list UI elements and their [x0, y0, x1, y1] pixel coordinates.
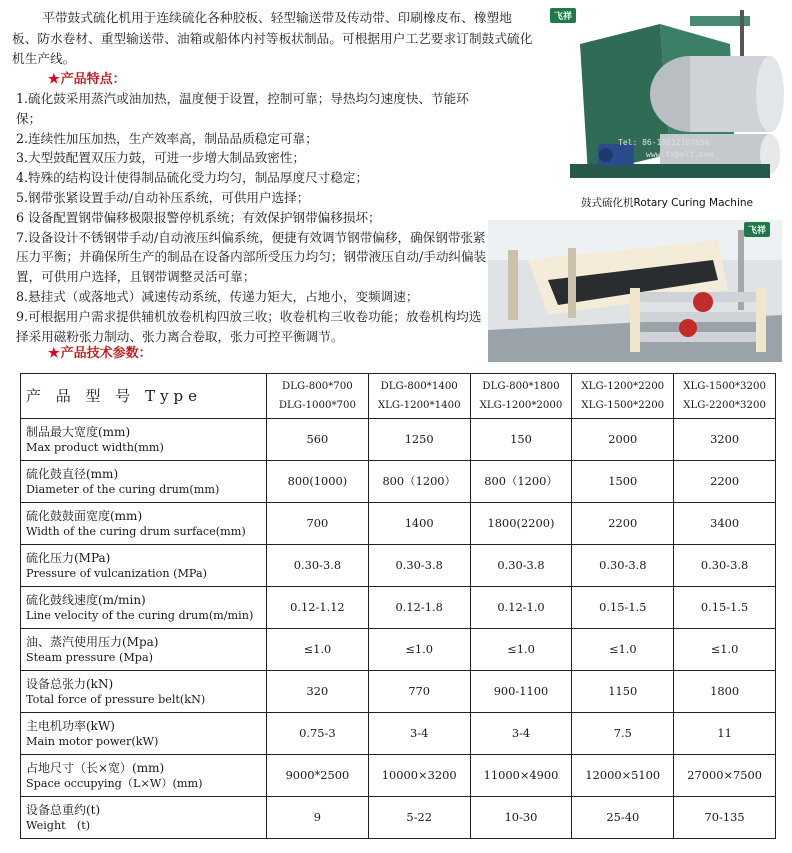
spec-label [21, 545, 267, 587]
spec-value: 0.30-3.8 [267, 545, 369, 587]
spec-row [21, 545, 776, 587]
spec-value: 3-4 [470, 713, 572, 755]
model-header-cell [470, 374, 572, 419]
feature-item: 5.钢带张紧设置手动/自动补压系统，可供用户选择； [16, 189, 310, 205]
spec-value: 10000×3200 [368, 755, 470, 797]
spec-value: 11000×4900 [470, 755, 572, 797]
spec-value: 7.5 [572, 713, 674, 755]
model-header-cell [368, 374, 470, 419]
production-line-photo [488, 220, 782, 362]
star-icon: ★ [48, 72, 60, 87]
spec-value: 560 [267, 419, 369, 461]
spec-label [21, 503, 267, 545]
company-logo: 飞祥 [744, 222, 770, 237]
spec-table [20, 373, 776, 839]
model-name: XLG-1200*2200 [581, 381, 665, 392]
spec-label [21, 587, 267, 629]
spec-value: 0.12-1.0 [470, 587, 572, 629]
production-line-illustration [488, 220, 782, 362]
intro-paragraph-block [12, 8, 536, 70]
spec-value: 9 [267, 797, 369, 839]
spec-value: 0.12-1.12 [267, 587, 369, 629]
spec-label-zh: 油、蒸汽使用压力(Mpa) [26, 634, 159, 649]
spec-label [21, 797, 267, 839]
feature-item: 6 设备配置钢带偏移极限报警停机系统；有效保护钢带偏移损坏； [16, 209, 381, 225]
spec-label-zh: 制品最大宽度(mm) [26, 424, 131, 439]
features-list [16, 89, 488, 346]
spec-label-en: Total force of pressure belt(kN) [26, 692, 206, 706]
spec-value: 900-1100 [470, 671, 572, 713]
spec-value: 2000 [572, 419, 674, 461]
spec-value: 0.30-3.8 [470, 545, 572, 587]
rotary-curing-machine-photo [540, 4, 786, 196]
spec-value: 800（1200） [368, 461, 470, 503]
spec-value: 0.30-3.8 [572, 545, 674, 587]
spec-value: 3400 [674, 503, 776, 545]
spec-value: 2200 [674, 461, 776, 503]
spec-row [21, 629, 776, 671]
spec-label-en: Max product width(mm) [26, 440, 164, 454]
spec-label-zh: 占地尺寸（长×宽）(mm) [26, 760, 165, 775]
spec-value: 800（1200） [470, 461, 572, 503]
model-name: XLG-1200*1400 [377, 400, 461, 411]
model-name: XLG-1500*2200 [581, 400, 665, 411]
spec-label-en: Line velocity of the curing drum(m/min) [26, 608, 254, 622]
spec-label-en: Pressure of vulcanization (MPa) [26, 566, 207, 580]
spec-value: 1800(2200) [470, 503, 572, 545]
spec-row [21, 419, 776, 461]
spec-label-en: Main motor power(kW) [26, 734, 159, 748]
feature-item: 2.连续性加压加热，生产效率高，制品品质稳定可靠； [16, 130, 318, 146]
spec-value: ≤1.0 [572, 629, 674, 671]
spec-value: 70-135 [674, 797, 776, 839]
feature-item: 7.设备设计不锈钢带手动/自动液压纠偏系统，便捷有效调节钢带偏移，确保钢带张紧压力平衡；并确保所生产的制品在设备内部所受压力均匀；钢带液压自动/手动纠偏装置，可供用户选择，且钢带调整灵活可靠； [16, 229, 487, 285]
spec-row [21, 797, 776, 839]
spec-label-zh: 设备总重约(t) [26, 802, 101, 817]
spec-label [21, 671, 267, 713]
spec-value: 1150 [572, 671, 674, 713]
feature-item: 9.可根据用户需求提供辅机放卷机构四放三收；收卷机构三收卷功能；放卷机构均选择采用磁粉张力制动、张力离合卷取，张力可控平衡调节。 [16, 308, 482, 344]
spec-value: 11 [674, 713, 776, 755]
spec-label-zh: 硫化压力(MPa) [26, 550, 111, 565]
intro-paragraph: 平带鼓式硫化机用于连续硫化各种胶板、轻型输送带及传动带、印刷橡皮布、橡塑地板、防水卷材、重型输送带、油箱或船体内衬等板状制品。可根据用户工艺要求订制鼓式硫化机生产线。 [12, 10, 533, 66]
spec-value: 0.15-1.5 [674, 587, 776, 629]
model-name: XLG-1200*2000 [479, 400, 563, 411]
spec-label-en: Space occupying（L×W）(mm) [26, 776, 203, 790]
spec-value: 1500 [572, 461, 674, 503]
spec-label [21, 713, 267, 755]
rotary-machine-illustration [540, 4, 786, 196]
feature-item: 3.大型鼓配置双压力鼓，可进一步增大制品致密性； [16, 150, 306, 166]
specs-heading [48, 342, 152, 361]
spec-label-zh: 设备总张力(kN) [26, 676, 114, 691]
spec-label-en: Weight (t) [26, 818, 91, 832]
spec-label-zh: 硫化鼓线速度(m/min) [26, 592, 146, 607]
company-logo: 飞祥 [550, 8, 576, 23]
watermark-tel: Tel: 86-13812107656 [618, 138, 710, 147]
spec-row [21, 755, 776, 797]
spec-row [21, 587, 776, 629]
spec-value: 0.30-3.8 [368, 545, 470, 587]
spec-label [21, 629, 267, 671]
spec-label-en: Steam pressure (Mpa) [26, 650, 153, 664]
spec-label-en: Diameter of the curing drum(mm) [26, 482, 220, 496]
spec-label-en: Width of the curing drum surface(mm) [26, 524, 246, 538]
model-header-cell [572, 374, 674, 419]
spec-value: 1400 [368, 503, 470, 545]
spec-row [21, 461, 776, 503]
model-header-cell [674, 374, 776, 419]
spec-value: 3-4 [368, 713, 470, 755]
spec-value: 150 [470, 419, 572, 461]
spec-label-zh: 主电机功率(kW) [26, 718, 115, 733]
watermark-url: www.fxbelt.com [646, 150, 714, 159]
feature-item: 8.悬挂式（或落地式）减速传动系统，传递力矩大，占地小，变频调速； [16, 288, 419, 304]
spec-value: 1250 [368, 419, 470, 461]
specs-heading-text: 产品技术参数： [60, 346, 152, 361]
spec-value: 25-40 [572, 797, 674, 839]
spec-label [21, 419, 267, 461]
star-icon: ★ [48, 346, 60, 361]
model-header-cell [267, 374, 369, 419]
model-name: XLG-2200*3200 [683, 400, 766, 411]
model-name: DLG-800*1400 [380, 381, 458, 392]
spec-value: 770 [368, 671, 470, 713]
spec-value: 1800 [674, 671, 776, 713]
rotary-photo-caption: 鼓式硫化机Rotary Curing Machine [581, 197, 753, 209]
spec-header-title: 产 品 型 号 Type [21, 374, 267, 419]
spec-value: 10-30 [470, 797, 572, 839]
model-name: DLG-800*700 [282, 381, 353, 392]
spec-label-zh: 硫化鼓直径(mm) [26, 466, 119, 481]
spec-value: ≤1.0 [368, 629, 470, 671]
spec-value: 27000×7500 [674, 755, 776, 797]
model-name: DLG-1000*700 [278, 400, 356, 411]
model-name: XLG-1500*3200 [683, 381, 766, 392]
spec-row [21, 671, 776, 713]
spec-value: 0.15-1.5 [572, 587, 674, 629]
spec-header-row [21, 374, 776, 419]
spec-row [21, 503, 776, 545]
spec-value: 700 [267, 503, 369, 545]
spec-label [21, 755, 267, 797]
spec-value: 3200 [674, 419, 776, 461]
spec-value: ≤1.0 [267, 629, 369, 671]
spec-value: 320 [267, 671, 369, 713]
spec-value: 9000*2500 [267, 755, 369, 797]
spec-value: 0.30-3.8 [674, 545, 776, 587]
spec-value: 5-22 [368, 797, 470, 839]
spec-label [21, 461, 267, 503]
feature-item: 1.硫化鼓采用蒸汽或油加热，温度便于设置，控制可靠；导热均匀速度快、节能环保； [16, 91, 469, 126]
feature-item: 4.特殊的结构设计使得制品硫化受力均匀，制品厚度尺寸稳定； [16, 170, 369, 186]
spec-value: 12000×5100 [572, 755, 674, 797]
spec-value: 800(1000) [267, 461, 369, 503]
spec-value: 2200 [572, 503, 674, 545]
features-heading-text: 产品特点： [60, 72, 126, 87]
spec-value: 0.12-1.8 [368, 587, 470, 629]
spec-value: 0.75-3 [267, 713, 369, 755]
model-name: DLG-800*1800 [482, 381, 560, 392]
spec-value: ≤1.0 [674, 629, 776, 671]
spec-value: ≤1.0 [470, 629, 572, 671]
features-heading [48, 68, 126, 87]
spec-row [21, 713, 776, 755]
spec-label-zh: 硫化鼓鼓面宽度(mm) [26, 508, 143, 523]
